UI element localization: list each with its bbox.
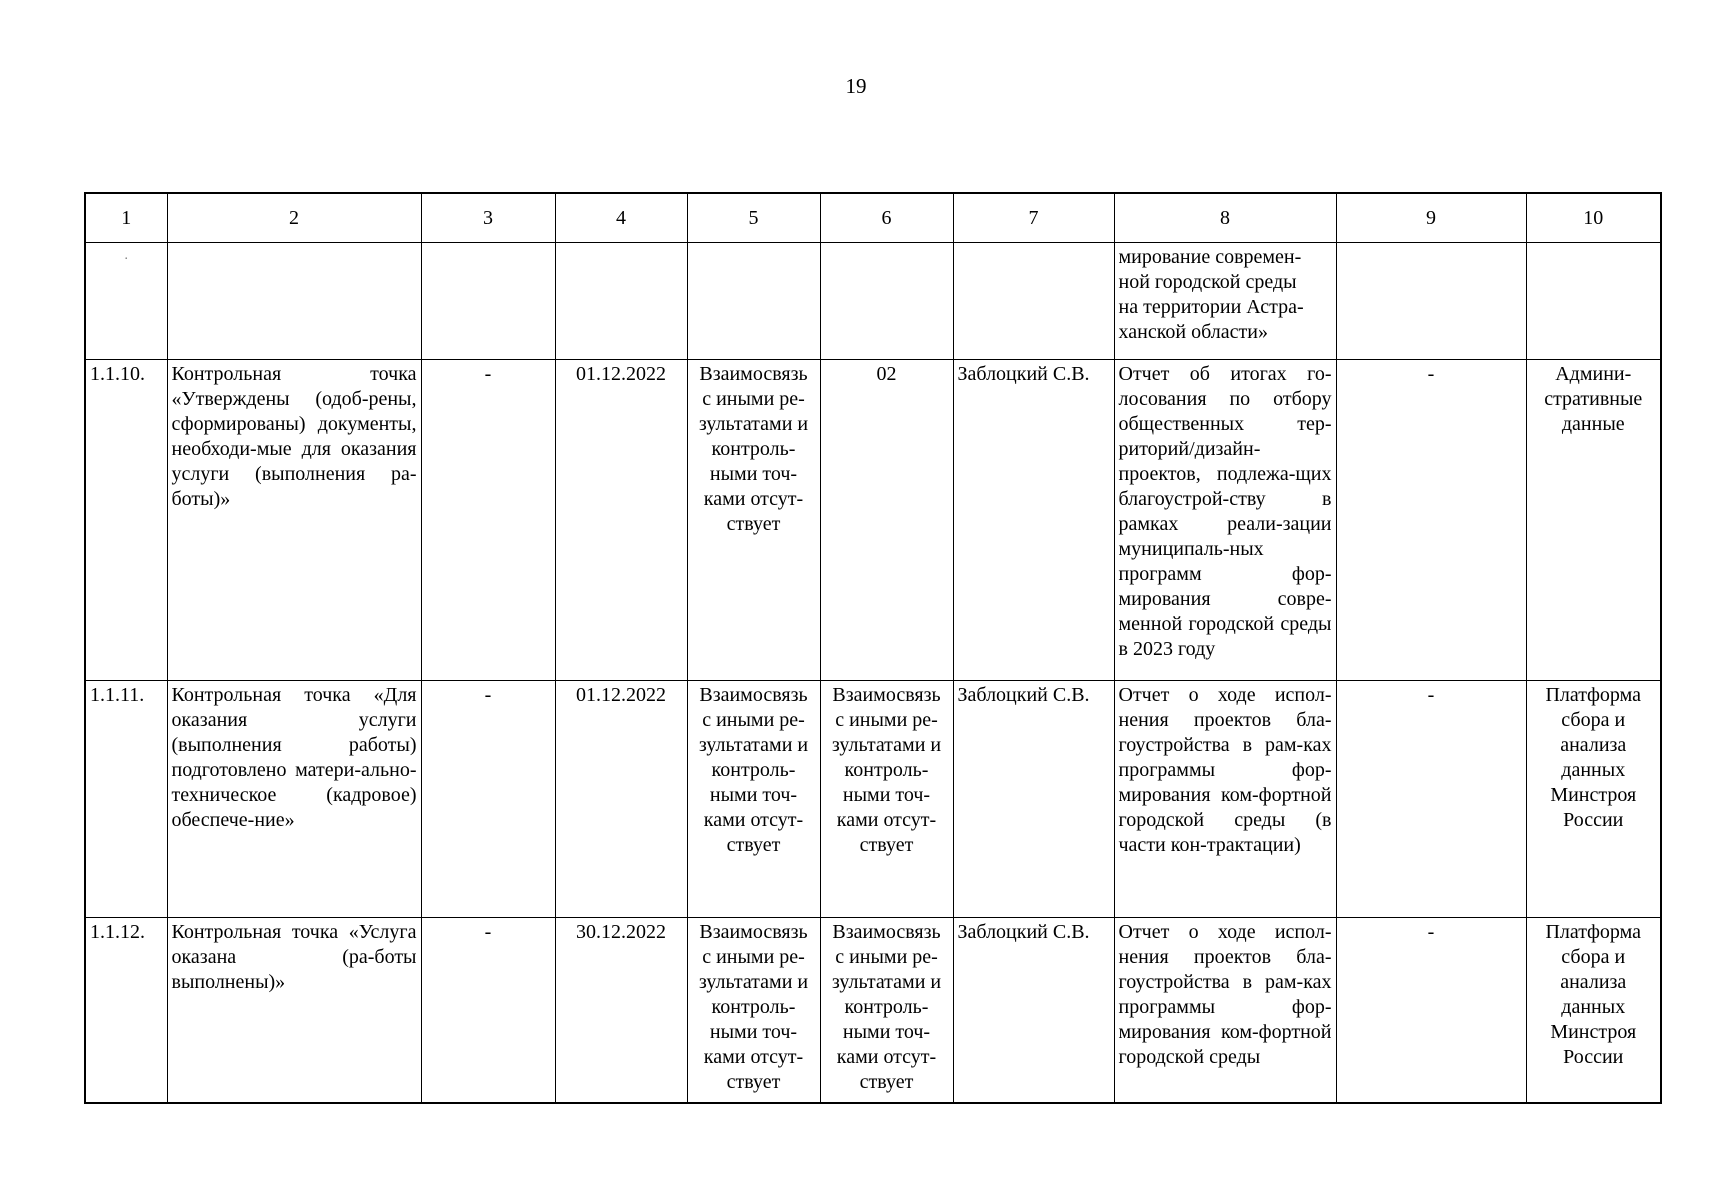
source-cell: Платформа сбора и анализа данных Минстроя России (1526, 918, 1661, 1104)
report-cell: Отчет о ходе испол-нения проектов бла-гоустройства в рам-ках программы фор-мирования ком-фортной городской среды (в части кон-трактации) (1114, 681, 1336, 918)
relation-cell: Взаимосвязь с иными ре- зультатами и контроль- ными точ- ками отсут- ствует (687, 681, 820, 918)
table-cell (167, 243, 421, 360)
table-cell: - (1336, 681, 1526, 918)
continuation-row (85, 243, 1661, 360)
table-cell (421, 243, 555, 360)
control-points-table (84, 192, 1662, 1104)
column-header: 1 (85, 193, 167, 243)
report-cell: Отчет об итогах го-лосования по отбору общественных тер-риторий/дизайн-проектов, подлежа-щих благоустрой-ству в рамках реали-зации муниципаль-ных программ фор-мирования совре-менной городской среды в 2023 году (1114, 360, 1336, 681)
row-number: 1.1.11. (85, 681, 167, 918)
column-header: 6 (820, 193, 953, 243)
row-number: 1.1.12. (85, 918, 167, 1104)
table-cell: - (421, 681, 555, 918)
control-point-name: Контрольная точка «Услуга оказана (ра-боты выполнены)» (167, 918, 421, 1104)
responsible-cell: Заблоцкий С.В. (953, 681, 1114, 918)
source-cell: Платформа сбора и анализа данных Минстроя России (1526, 681, 1661, 918)
relation-cell: Взаимосвязь с иными ре- зультатами и контроль- ными точ- ками отсут- ствует (687, 918, 820, 1104)
table-cell: - (421, 360, 555, 681)
relation-cell: Взаимосвязь с иными ре- зультатами и контроль- ными точ- ками отсут- ствует (820, 681, 953, 918)
column-header: 9 (1336, 193, 1526, 243)
row-number: 1.1.10. (85, 360, 167, 681)
column-header: 5 (687, 193, 820, 243)
column-header: 10 (1526, 193, 1661, 243)
date-cell: 01.12.2022 (555, 360, 687, 681)
column-header: 3 (421, 193, 555, 243)
source-cell: Админи- стративные данные (1526, 360, 1661, 681)
control-point-name: Контрольная точка «Утверждены (одоб-рены, сформированы) документы, необходи-мые для оказания услуги (выполнения ра-боты)» (167, 360, 421, 681)
table-row (85, 681, 1661, 918)
table-row (85, 360, 1661, 681)
column-header: 7 (953, 193, 1114, 243)
table-cell (1336, 243, 1526, 360)
control-point-name: Контрольная точка «Для оказания услуги (выполнения работы) подготовлено матери-ально-техническое (кадровое) обеспече-ние» (167, 681, 421, 918)
table-cell (85, 243, 167, 360)
table-cell (555, 243, 687, 360)
responsible-cell: Заблоцкий С.В. (953, 918, 1114, 1104)
report-cell: Отчет о ходе испол-нения проектов бла-гоустройства в рам-ках программы фор-мирования ком-фортной городской среды (1114, 918, 1336, 1104)
date-cell: 30.12.2022 (555, 918, 687, 1104)
table-cell: - (1336, 918, 1526, 1104)
table-cell: - (1336, 360, 1526, 681)
column-header: 8 (1114, 193, 1336, 243)
relation-cell: 02 (820, 360, 953, 681)
table-cell: - (421, 918, 555, 1104)
table-cell (687, 243, 820, 360)
relation-cell: Взаимосвязь с иными ре- зультатами и контроль- ными точ- ками отсут- ствует (820, 918, 953, 1104)
column-header: 2 (167, 193, 421, 243)
column-header: 4 (555, 193, 687, 243)
table-row (85, 918, 1661, 1104)
responsible-cell: Заблоцкий С.В. (953, 360, 1114, 681)
relation-cell: Взаимосвязь с иными ре- зультатами и контроль- ными точ- ками отсут- ствует (687, 360, 820, 681)
stray-mark: · (123, 252, 129, 267)
table-cell (1526, 243, 1661, 360)
table-cell (820, 243, 953, 360)
report-cell: мирование современ- ной городской среды на территории Астра- ханской области» (1114, 243, 1336, 360)
date-cell: 01.12.2022 (555, 681, 687, 918)
column-number-header-row (85, 193, 1661, 243)
page-number: 19 (845, 74, 867, 98)
table-cell (953, 243, 1114, 360)
